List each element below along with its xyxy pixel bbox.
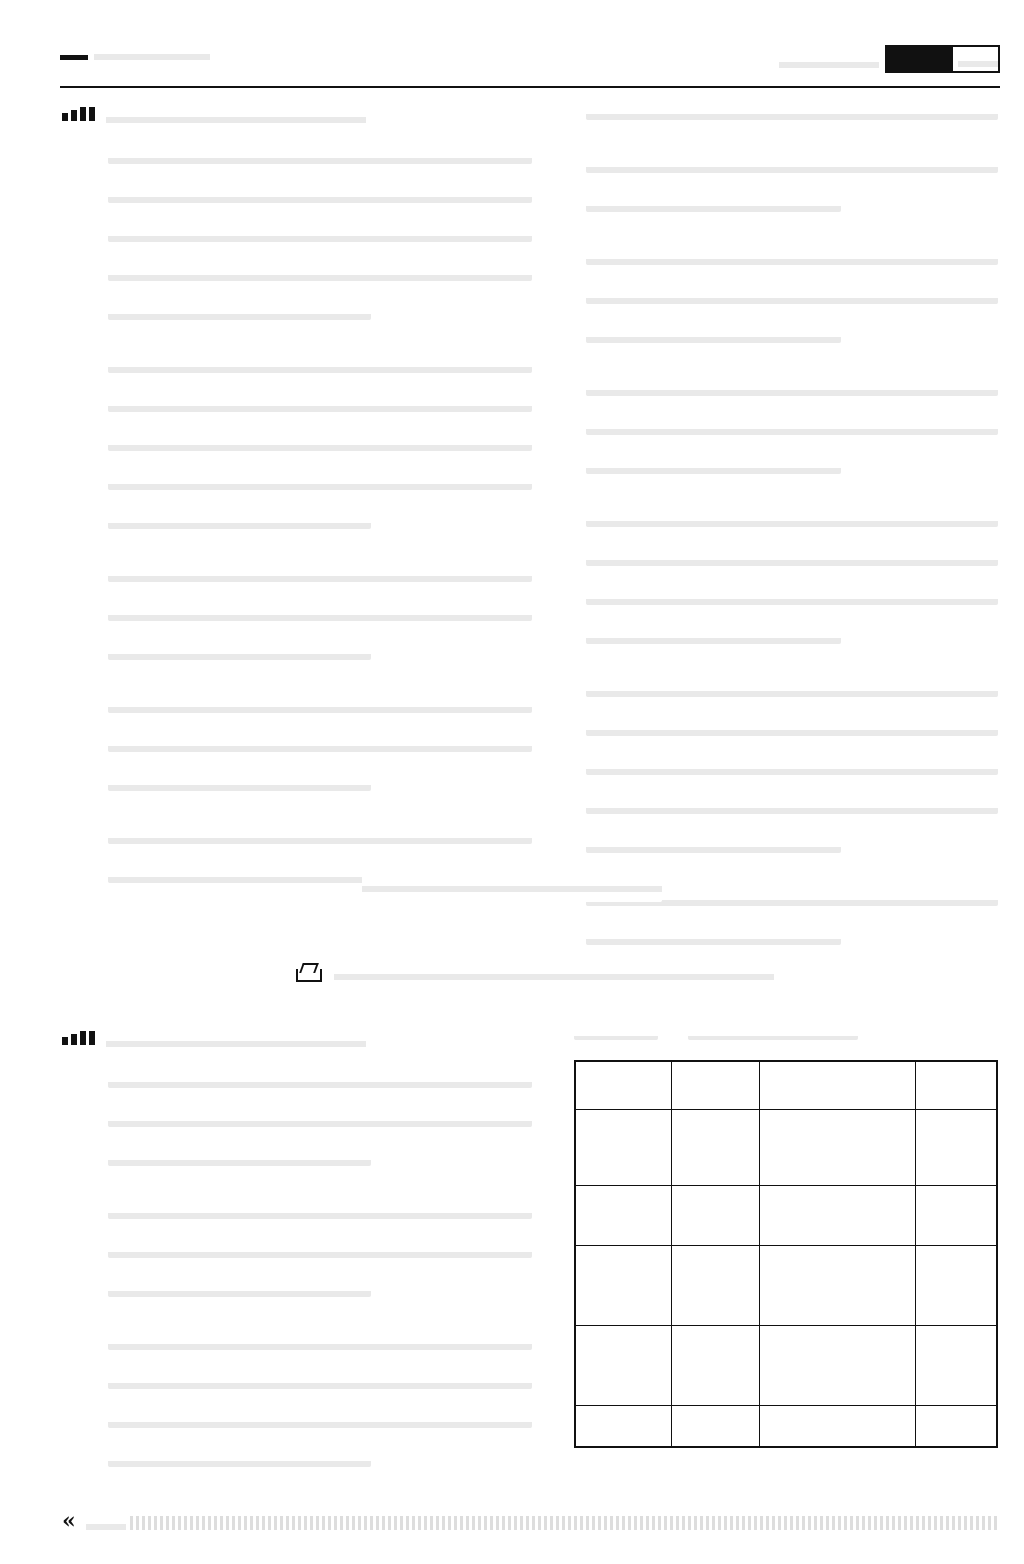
table-cell <box>671 1245 759 1325</box>
answer-item <box>540 376 998 493</box>
header-placeholder <box>766 1078 909 1092</box>
table-cell <box>759 1109 915 1185</box>
answer-number <box>540 376 586 493</box>
answer-item <box>62 1330 532 1486</box>
cell-line <box>766 1157 909 1171</box>
answer-line <box>586 925 841 945</box>
answer-line <box>586 245 998 265</box>
cell-line <box>766 1191 909 1205</box>
summary-label <box>574 1022 658 1040</box>
footer-strip <box>130 1516 1000 1530</box>
answer-number <box>62 562 108 679</box>
table-row <box>575 1109 997 1185</box>
section-heading <box>62 100 532 128</box>
answer-line <box>108 222 532 242</box>
logo-bar <box>60 55 88 60</box>
cell-line <box>766 1225 909 1239</box>
column-header <box>915 1061 997 1109</box>
answer-number <box>540 153 586 231</box>
cell-line <box>678 1140 753 1154</box>
answer-line <box>586 833 841 853</box>
answer-text <box>586 507 998 663</box>
section-title-banner <box>0 872 1024 906</box>
answer-line <box>586 716 998 736</box>
table-cell <box>915 1185 997 1245</box>
answer-item <box>62 1068 532 1185</box>
cell-line <box>582 1217 665 1231</box>
answer-line <box>586 153 998 173</box>
cell-line <box>922 1208 991 1222</box>
cell-line <box>582 1200 665 1214</box>
left-answers-column <box>62 100 532 916</box>
answer-item <box>62 562 532 679</box>
volume-tag <box>885 45 1000 73</box>
cell-line <box>766 1208 909 1222</box>
table-cell <box>759 1405 915 1447</box>
answer-line <box>108 1369 532 1389</box>
answer-line <box>108 1199 532 1219</box>
basics-answers-column <box>62 1024 532 1500</box>
column-header <box>575 1061 671 1109</box>
cell-line <box>582 1270 665 1284</box>
answer-list <box>62 1068 532 1486</box>
section-title <box>106 103 366 125</box>
answer-line <box>586 323 841 343</box>
lesson-title <box>334 960 774 984</box>
answer-list <box>540 100 998 964</box>
answer-line <box>586 507 998 527</box>
lesson-heading <box>296 958 774 986</box>
column-header <box>671 1061 759 1109</box>
header-placeholder <box>582 1078 665 1092</box>
cell-line <box>678 1208 753 1222</box>
section-title <box>106 1027 366 1049</box>
answer-line <box>586 755 998 775</box>
answer-line <box>586 585 998 605</box>
cell-line <box>766 1375 909 1389</box>
table-cell <box>671 1325 759 1405</box>
section-heading-text <box>362 872 662 902</box>
answer-number <box>62 1199 108 1316</box>
answer-text <box>586 153 998 231</box>
answer-number <box>62 144 108 339</box>
supply-type-table <box>574 1060 998 1448</box>
cell-line <box>922 1384 991 1398</box>
volume-tag-light <box>958 47 998 71</box>
answer-line <box>108 771 371 791</box>
cell-line <box>922 1287 991 1301</box>
header-placeholder <box>922 1078 991 1092</box>
answer-line <box>108 1408 532 1428</box>
answer-line <box>108 824 532 844</box>
cell-line <box>766 1278 909 1292</box>
answer-text <box>586 376 998 493</box>
answer-line <box>586 100 998 120</box>
volume-tag-dark <box>887 47 953 71</box>
table-row <box>575 1325 997 1405</box>
answer-line <box>108 1277 371 1297</box>
answer-number <box>62 353 108 548</box>
column-header <box>759 1061 915 1109</box>
cell-line <box>766 1419 909 1433</box>
table-cell <box>671 1109 759 1185</box>
section-badge-icon <box>62 1031 96 1045</box>
table-header-row <box>575 1061 997 1109</box>
answer-line <box>586 415 998 435</box>
cell-line <box>582 1358 665 1372</box>
answer-line <box>108 300 371 320</box>
subject-label <box>779 48 879 70</box>
cell-line <box>766 1295 909 1309</box>
answer-line <box>586 546 998 566</box>
answer-item <box>540 153 998 231</box>
table-cell <box>759 1325 915 1405</box>
table-cell <box>575 1325 671 1405</box>
answer-line <box>586 677 998 697</box>
answer-line <box>586 454 841 474</box>
header-placeholder <box>678 1078 753 1092</box>
table-cell <box>671 1405 759 1447</box>
answer-text <box>108 562 532 679</box>
answer-number <box>540 100 586 139</box>
right-answers-column <box>540 100 998 978</box>
table-cell <box>575 1185 671 1245</box>
answer-item <box>540 677 998 872</box>
brand-text <box>94 40 210 74</box>
answer-line <box>108 1238 532 1258</box>
header-rule <box>60 86 1000 88</box>
answer-text <box>108 144 532 339</box>
table-cell <box>759 1245 915 1325</box>
cell-line <box>922 1350 991 1364</box>
answer-line <box>108 261 532 281</box>
answer-number <box>62 693 108 810</box>
table-cell <box>915 1245 997 1325</box>
section-heading <box>62 1024 532 1052</box>
answer-item <box>540 245 998 362</box>
answer-line <box>108 144 532 164</box>
answer-line <box>108 509 371 529</box>
lesson-book-icon <box>296 963 322 981</box>
cell-line <box>678 1419 753 1433</box>
answer-number <box>62 1330 108 1486</box>
answer-line <box>108 732 532 752</box>
answer-line <box>586 624 841 644</box>
cell-line <box>766 1261 909 1275</box>
answer-line <box>586 794 998 814</box>
answer-text <box>586 677 998 872</box>
answer-list <box>62 144 532 902</box>
answer-item <box>62 353 532 548</box>
answer-text <box>108 693 532 810</box>
cell-line <box>922 1132 991 1146</box>
answer-line <box>108 1107 532 1127</box>
answer-number <box>62 1068 108 1185</box>
answer-line <box>108 1447 371 1467</box>
cell-line <box>922 1333 991 1347</box>
answer-line <box>586 284 998 304</box>
cell-line <box>766 1123 909 1137</box>
page-number <box>86 1510 126 1532</box>
answer-number <box>540 677 586 872</box>
page-footer <box>62 1508 126 1534</box>
table-header <box>575 1061 997 1109</box>
table-body <box>575 1109 997 1447</box>
answer-line <box>108 693 532 713</box>
cell-line <box>766 1341 909 1355</box>
answer-line <box>108 1068 532 1088</box>
answer-text <box>586 245 998 362</box>
answer-text <box>108 1199 532 1316</box>
cell-line <box>766 1358 909 1372</box>
answer-line <box>108 562 532 582</box>
answer-line <box>108 392 532 412</box>
table-cell <box>915 1325 997 1405</box>
answer-line <box>586 192 841 212</box>
table-cell <box>575 1245 671 1325</box>
cell-line <box>582 1287 665 1301</box>
answer-number <box>540 507 586 663</box>
table-cell <box>575 1109 671 1185</box>
answer-line <box>108 1146 371 1166</box>
table-cell <box>759 1185 915 1245</box>
answer-line <box>108 470 532 490</box>
page-header <box>60 40 1000 78</box>
cell-line <box>678 1358 753 1372</box>
cell-line <box>922 1304 991 1318</box>
answer-line <box>108 1330 532 1350</box>
answer-text <box>108 1068 532 1185</box>
answer-line <box>586 376 998 396</box>
table-cell <box>915 1405 997 1447</box>
cell-line <box>922 1419 991 1433</box>
table-row <box>575 1185 997 1245</box>
cell-line <box>922 1270 991 1284</box>
answer-item <box>62 144 532 339</box>
table-row <box>575 1405 997 1447</box>
section-badge-icon <box>62 107 96 121</box>
cell-line <box>922 1253 991 1267</box>
answer-text <box>586 100 998 139</box>
answer-item <box>540 100 998 139</box>
answer-line <box>108 601 532 621</box>
header-right <box>779 44 1000 74</box>
cell-line <box>922 1367 991 1381</box>
answer-line <box>108 183 532 203</box>
answer-line <box>108 353 532 373</box>
table-cell <box>575 1405 671 1447</box>
cell-line <box>678 1278 753 1292</box>
answer-item <box>540 507 998 663</box>
answer-item <box>62 693 532 810</box>
summary-heading <box>574 1022 858 1040</box>
cell-line <box>766 1140 909 1154</box>
answer-text <box>108 353 532 548</box>
cell-line <box>582 1140 665 1154</box>
table-cell <box>915 1109 997 1185</box>
table-row <box>575 1245 997 1325</box>
answer-number <box>540 245 586 362</box>
cell-line <box>922 1149 991 1163</box>
cell-line <box>582 1419 665 1433</box>
table-cell <box>671 1185 759 1245</box>
summary-title <box>688 1022 858 1040</box>
series-logo <box>60 40 210 74</box>
answer-line <box>108 431 532 451</box>
answer-line <box>108 640 371 660</box>
answer-text <box>108 1330 532 1486</box>
answer-item <box>62 1199 532 1316</box>
chevron-left-icon: « <box>62 1508 76 1534</box>
